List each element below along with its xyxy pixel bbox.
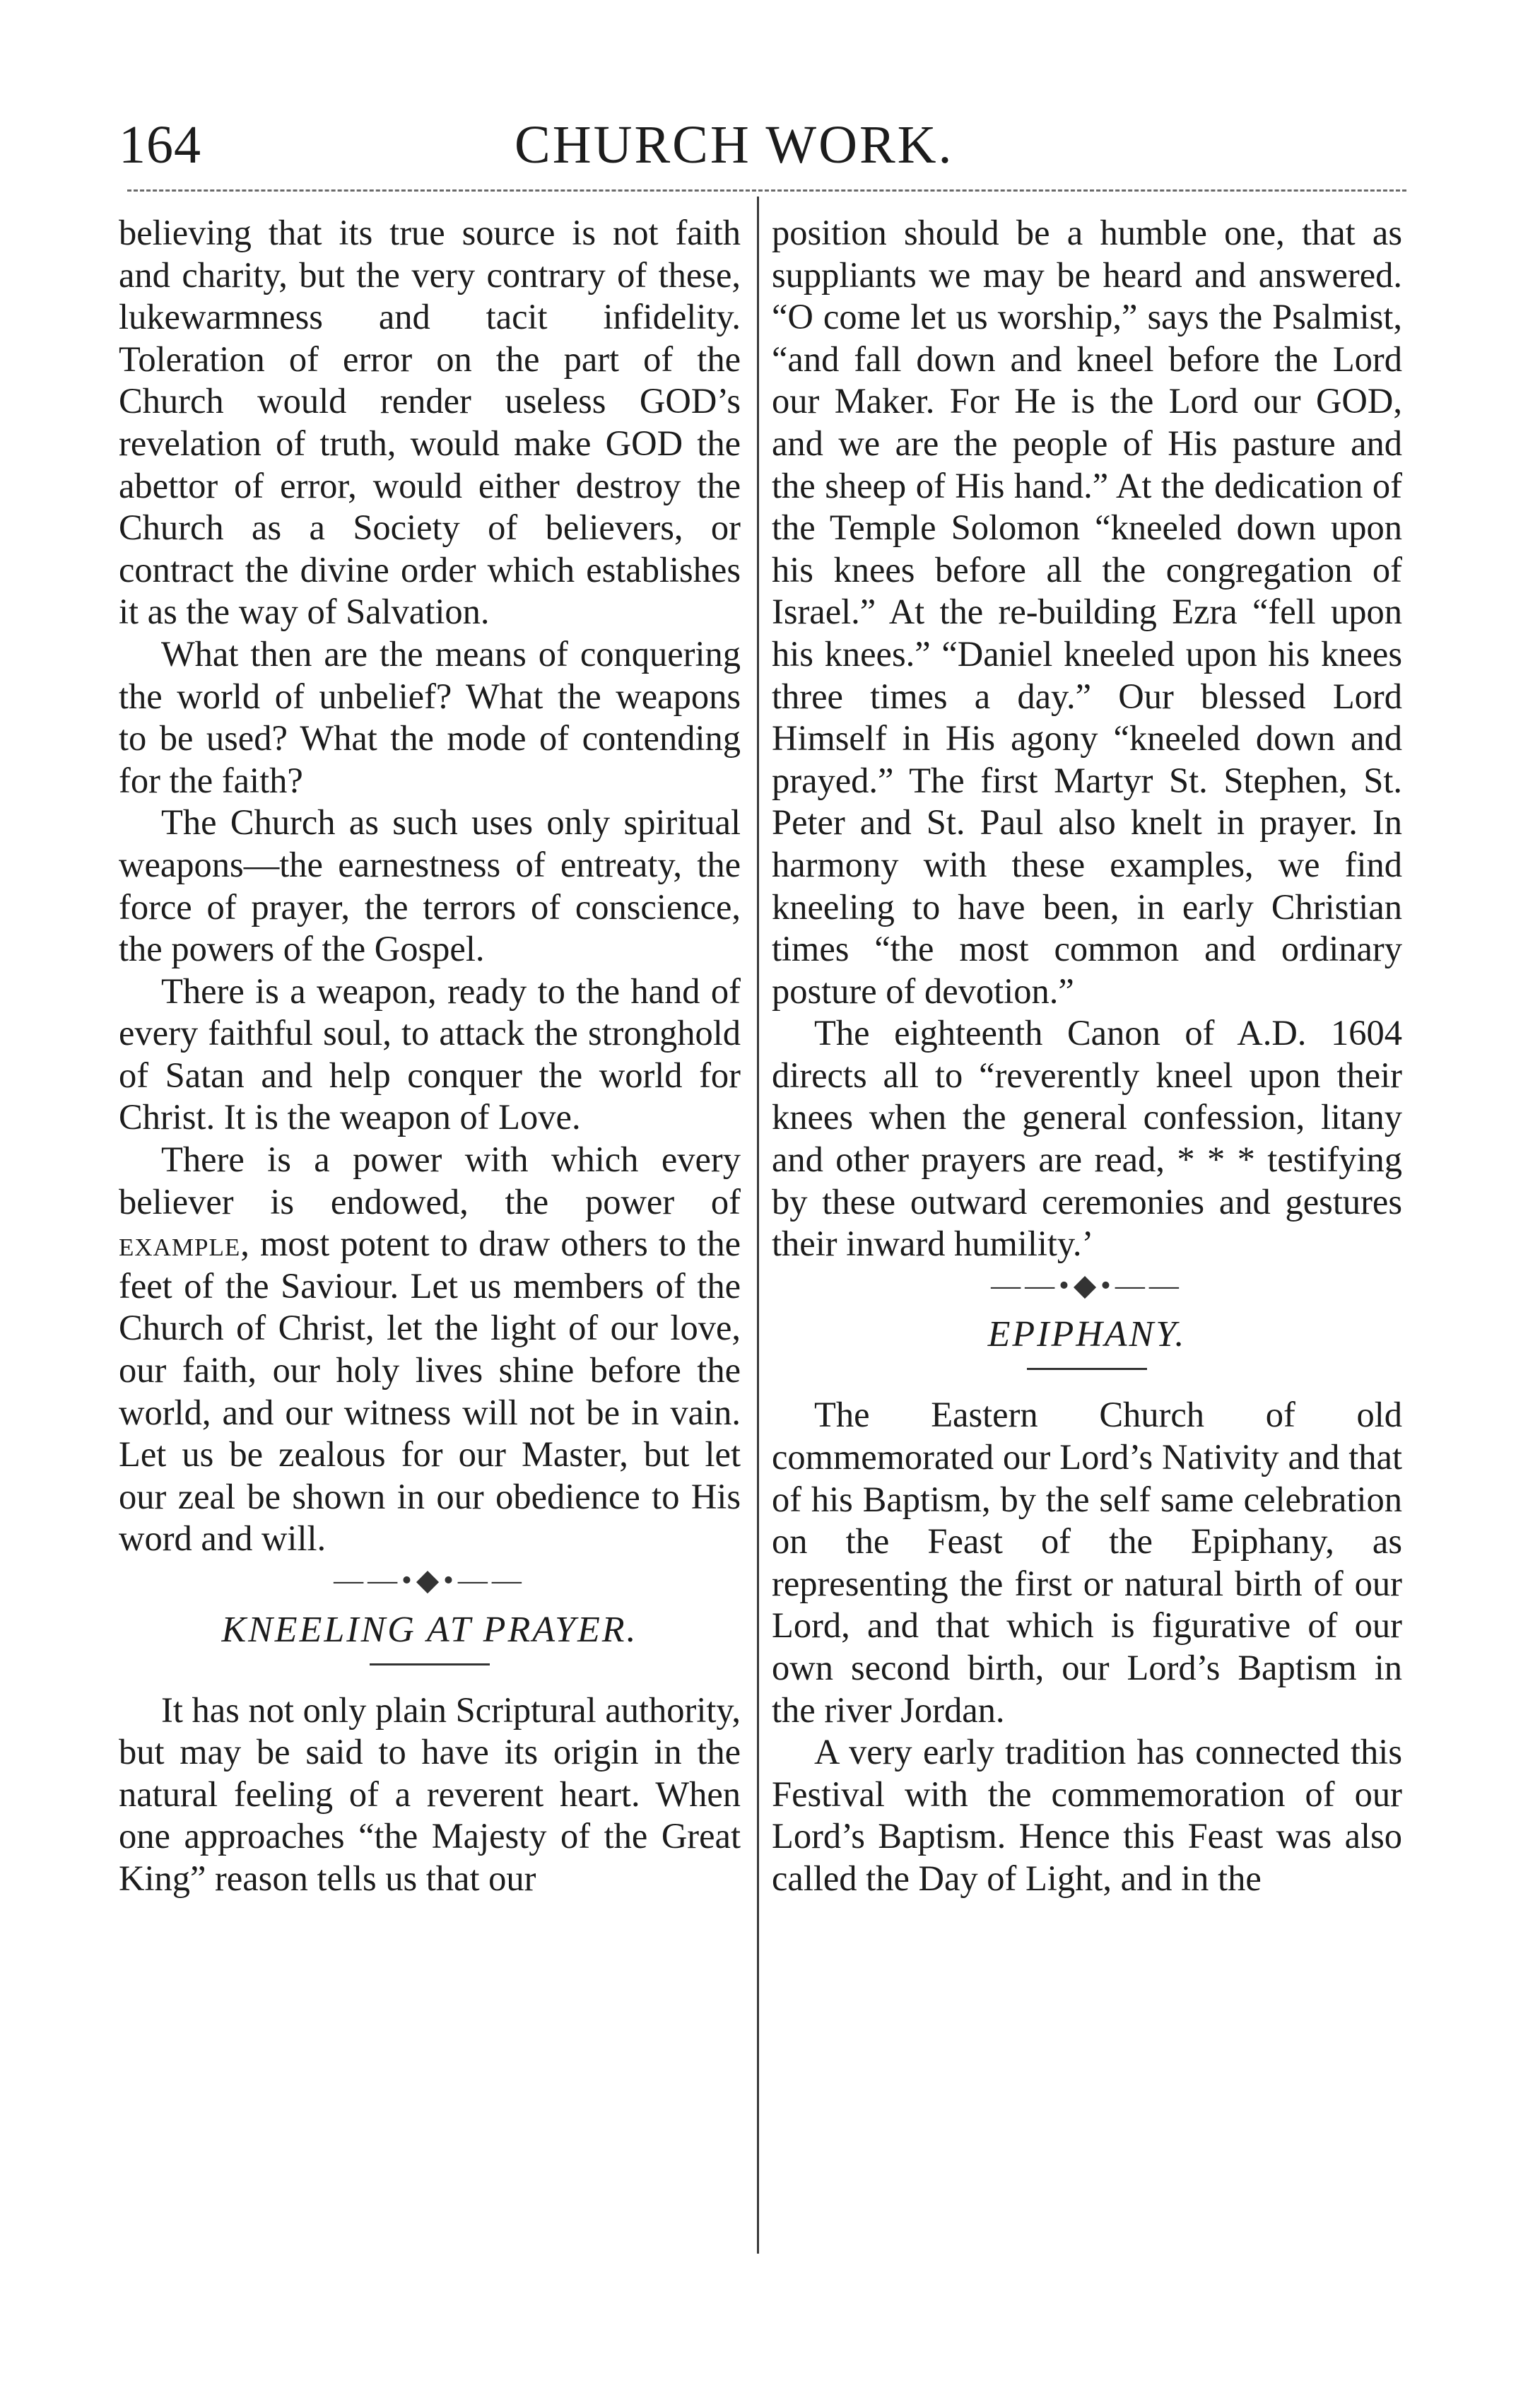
section-ornament: ——•◆•—— — [334, 1564, 526, 1597]
paragraph: The Eastern Church of old commemorated our Lord’s Nativity and that of his Baptism, by the self same celebration on the Feast of the Epiphany, as representing the first or natural birth of our Lord, and that which is figurative of our own second birth, our Lord’s Baptism in the river Jordan. — [772, 1395, 1402, 1730]
section-heading-kneeling: KNEELING AT PRAYER. — [221, 1609, 638, 1650]
paragraph: believing that its true source is not faith and charity, but the very contrary of these, lukewarmness and tacit infidelity. Toleration of error on the part of the Church would render useless GOD’s revelation of truth, would make GOD the abettor of error, would either destroy the Church as a Society of believers, or contract the divine order which establishes it as the way of Salvation. — [119, 213, 741, 632]
left-column — [119, 212, 741, 1900]
small-caps-word: example — [119, 1224, 241, 1264]
column-divider — [757, 197, 759, 2254]
right-column — [772, 212, 1402, 1900]
page-number: 164 — [119, 115, 201, 175]
paragraph: What then are the means of conquering the world of unbelief? What the weapons to be used? What the mode of contending for the faith? — [119, 633, 741, 800]
running-title: CHURCH WORK. — [515, 115, 954, 175]
heading-rule — [1027, 1368, 1147, 1370]
section-ornament: ——•◆•—— — [991, 1269, 1183, 1302]
paragraph — [119, 1139, 741, 1560]
section-heading-epiphany: EPIPHANY. — [987, 1314, 1187, 1355]
paragraph: A very early tradition has connected this Festival with the commemoration of our Lord’s Baptism. Hence this Feast was also called the Day of Light, and in the — [772, 1732, 1402, 1898]
paragraph: position should be a humble one, that as suppliants we may be heard and answered. “O come let us worship,” says the Psalmist, “and fall down and kneel before the Lord our Maker. For He is the Lord our GOD, and we are the people of His pasture and the sheep of His hand.” At the dedication of the Temple Solomon “kneeled down upon his knees before all the congregation of Israel.” At the re-building Ezra “fell upon his knees.” “Daniel kneeled upon his knees three times a day.” Our blessed Lord Himself in His agony “kneeled down and prayed.” The first Martyr St. Stephen, St. Peter and St. Paul also knelt in prayer. In harmony with these examples, we find kneeling to have been, in early Christian times “the most common and ordinary posture of devotion.” — [772, 213, 1402, 1011]
paragraph: It has not only plain Scriptural authority, but may be said to have its origin in the natural feeling of a reverent heart. When one approaches “the Majesty of the Great King” reason tells us that our — [119, 1690, 741, 1898]
paragraph-text: There is a power with which every believer is endowed, the power of — [119, 1140, 741, 1222]
paragraph: The Church as such uses only spiritual weapons—the earnestness of entreaty, the force of prayer, the terrors of conscience, the powers of the Gospel. — [119, 802, 741, 969]
paragraph-text: , most potent to draw others to the feet of the Saviour. Let us members of the Church of Christ, let the light of our love, our faith, our holy lives shine before the world, and our witness will not be in vain. Let us be zealous for our Master, but let our zeal be shown in our obedience to His word and will. — [119, 1224, 741, 1559]
header-rule — [127, 189, 1406, 192]
heading-rule — [370, 1663, 490, 1665]
paragraph: There is a weapon, ready to the hand of every faithful soul, to attack the stronghold of Satan and help conquer the world for Christ. It is the weapon of Love. — [119, 971, 741, 1137]
paragraph: The eighteenth Canon of A.D. 1604 directs all to “reverently kneel upon their knees when the general confession, litany and other prayers are read, * * * testifying by these outward ceremonies and gestures their inward humility.’ — [772, 1013, 1402, 1264]
page-header — [119, 106, 1412, 184]
